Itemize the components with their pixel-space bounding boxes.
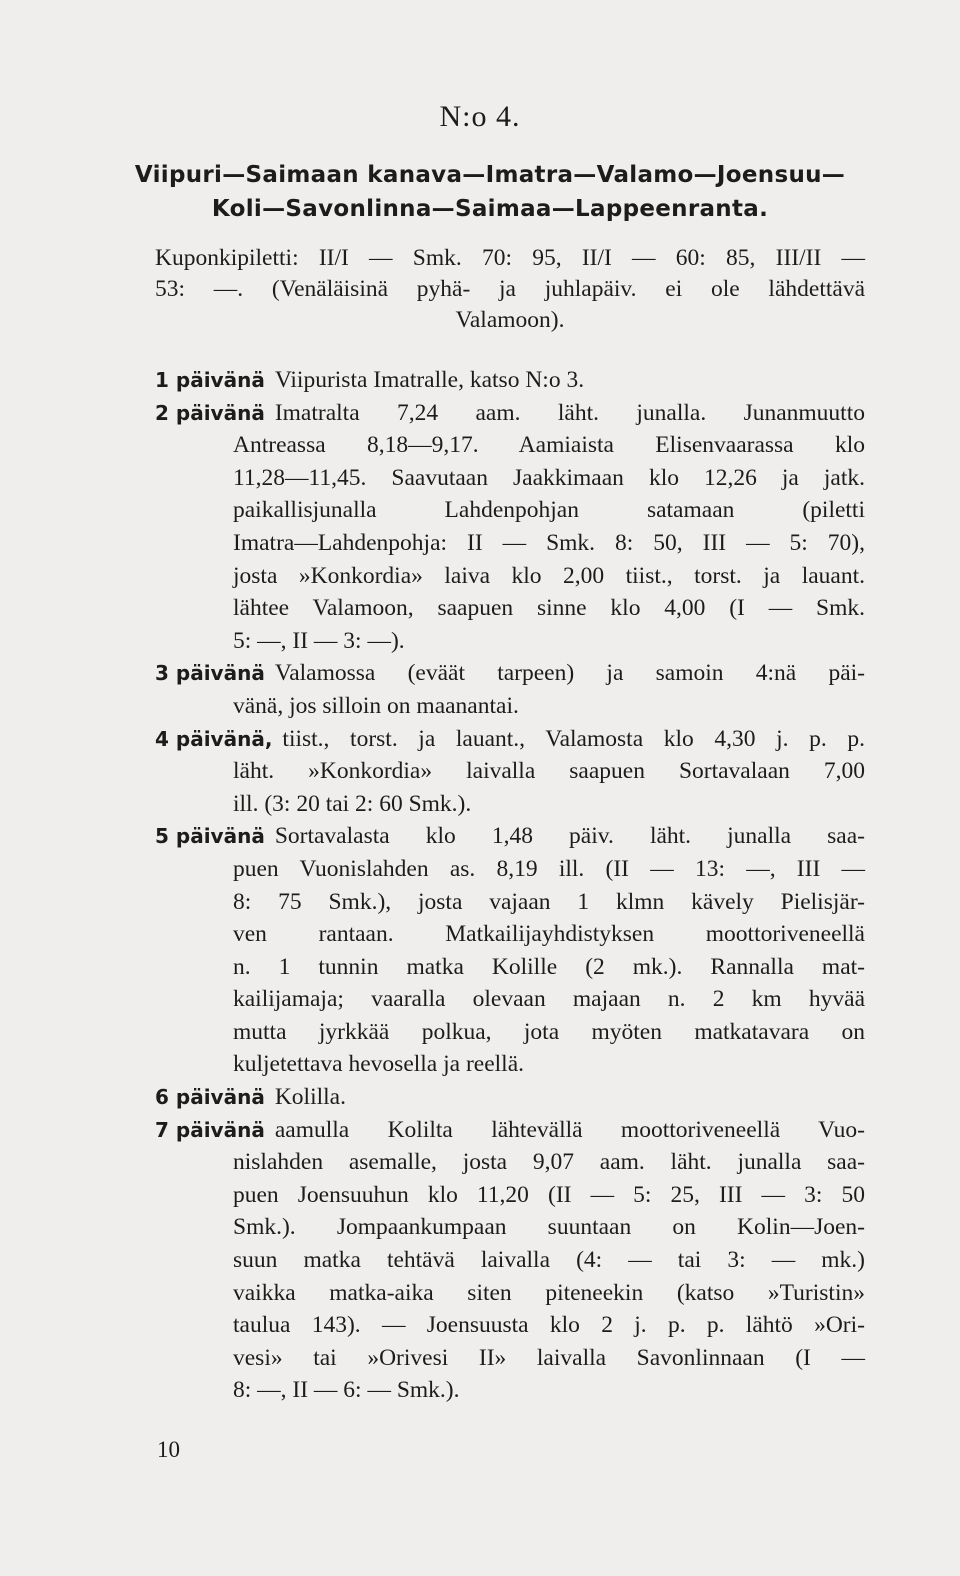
- day-text-line: Imatra—Lahdenpohja: II — Smk. 8: 50, III — 5: 70),: [233, 529, 865, 556]
- day-label: 3 päivänä: [155, 661, 265, 686]
- day-entry: [155, 1114, 865, 1407]
- itinerary-days: [155, 364, 865, 1407]
- section-number: N:o 4.: [439, 100, 521, 133]
- day-text-line: vaikka matka-aika siten piteneekin (katso »Turistin»: [233, 1279, 865, 1306]
- day-description: [233, 397, 865, 658]
- day-text-line: Viipurista Imatralle, katso N:o 3.: [274, 367, 585, 393]
- coupon-ticket-info: [155, 243, 865, 336]
- day-label: 7 päivänä: [155, 1117, 265, 1142]
- day-text-line: kuljetettava hevosella ja reellä.: [233, 1051, 524, 1078]
- day-text-line: kailijamaja; vaaralla olevaan majaan n. 2 km hyvää: [233, 986, 865, 1013]
- day-text-line: josta »Konkordia» laiva klo 2,00 tiist., torst. ja lauant.: [233, 562, 865, 589]
- day-text-line: Kolilla.: [274, 1084, 346, 1111]
- day-text-line: 8: —, II — 6: — Smk.).: [233, 1377, 460, 1404]
- day-description: [233, 657, 865, 722]
- day-text-line: n. 1 tunnin matka Kolille (2 mk.). Rannalla mat-: [233, 953, 865, 980]
- route-title-line-2: Koli—Savonlinna—Saimaa—Lappeenranta.: [211, 196, 769, 222]
- day-entry: [155, 364, 865, 397]
- day-text-line: ill. (3: 20 tai 2: 60 Smk.).: [233, 790, 472, 817]
- day-text-line: vänä, jos silloin on maanantai.: [233, 692, 519, 719]
- day-label: 2 päivänä: [155, 400, 265, 425]
- coupon-line-2: 53: —. (Venäläisinä pyhä- ja juhlapäiv. ei ole lähdettävä: [155, 276, 865, 302]
- route-title: [130, 158, 850, 226]
- day-description: [233, 1081, 865, 1114]
- day-text-line: nislahden asemalle, josta 9,07 aam. läht. junalla saa-: [233, 1149, 865, 1176]
- day-entry: [155, 657, 865, 722]
- coupon-line-3: Valamoon).: [455, 307, 565, 333]
- day-text-line: suun matka tehtävä laivalla (4: — tai 3: — mk.): [233, 1247, 865, 1274]
- day-description: [233, 1114, 865, 1407]
- day-text-line: aamulla Kolilta lähtevällä moottoriveneellä Vuo-: [274, 1116, 865, 1143]
- day-text-line: 8: 75 Smk.), josta vajaan 1 klmn kävely Pielisjär-: [233, 888, 865, 915]
- day-description: [233, 723, 865, 821]
- day-description: [233, 820, 865, 1081]
- day-entry: [155, 1081, 865, 1114]
- day-text-line: 5: —, II — 3: —).: [233, 627, 405, 654]
- day-text-line: tiist., torst. ja lauant., Valamosta klo 4,30 j. p. p.: [282, 725, 865, 752]
- day-text-line: 11,28—11,45. Saavutaan Jaakkimaan klo 12,26 ja jatk.: [233, 464, 865, 491]
- day-text-line: läht. »Konkordia» laivalla saapuen Sortavalaan 7,00: [233, 758, 865, 785]
- day-text-line: mutta jyrkkää polkua, jota myöten matkatavara on: [233, 1018, 865, 1045]
- coupon-line-1: Kuponkipiletti: II/I — Smk. 70: 95, II/I — 60: 85, III/II —: [155, 245, 865, 271]
- day-description: [233, 364, 865, 397]
- day-text-line: Sortavalasta klo 1,48 päiv. läht. junalla saa-: [274, 823, 865, 850]
- day-entry: [155, 820, 865, 1081]
- page-number: 10: [157, 1437, 180, 1462]
- day-entry: [155, 723, 865, 821]
- day-text-line: puen Joensuuhun klo 11,20 (II — 5: 25, III — 3: 50: [233, 1181, 865, 1208]
- day-text-line: Imatralta 7,24 aam. läht. junalla. Junanmuutto: [274, 399, 865, 426]
- day-text-line: Smk.). Jompaankumpaan suuntaan on Kolin—Joen-: [233, 1214, 865, 1241]
- day-label: 6 päivänä: [155, 1085, 265, 1110]
- day-text-line: Antreassa 8,18—9,17. Aamiaista Elisenvaarassa klo: [233, 432, 865, 459]
- day-label: 5 päivänä: [155, 824, 265, 849]
- day-text-line: taulua 143). — Joensuusta klo 2 j. p. p. lähtö »Ori-: [233, 1312, 865, 1339]
- day-text-line: puen Vuonislahden as. 8,19 ill. (II — 13: —, III —: [233, 855, 865, 882]
- day-entry: [155, 397, 865, 658]
- day-label: 1 päivänä: [155, 368, 265, 392]
- route-title-line-1: Viipuri—Saimaan kanava—Imatra—Valamo—Joensuu—: [134, 162, 846, 188]
- day-text-line: ven rantaan. Matkailijayhdistyksen moottoriveneellä: [233, 921, 865, 948]
- day-text-line: vesi» tai »Orivesi II» laivalla Savonlinnaan (I —: [233, 1344, 865, 1371]
- day-text-line: paikallisjunalla Lahdenpohjan satamaan (piletti: [233, 497, 865, 524]
- day-text-line: Valamossa (eväät tarpeen) ja samoin 4:nä päi-: [274, 660, 865, 687]
- day-text-line: lähtee Valamoon, saapuen sinne klo 4,00 (I — Smk.: [233, 595, 865, 622]
- day-label: 4 päivänä,: [155, 726, 273, 751]
